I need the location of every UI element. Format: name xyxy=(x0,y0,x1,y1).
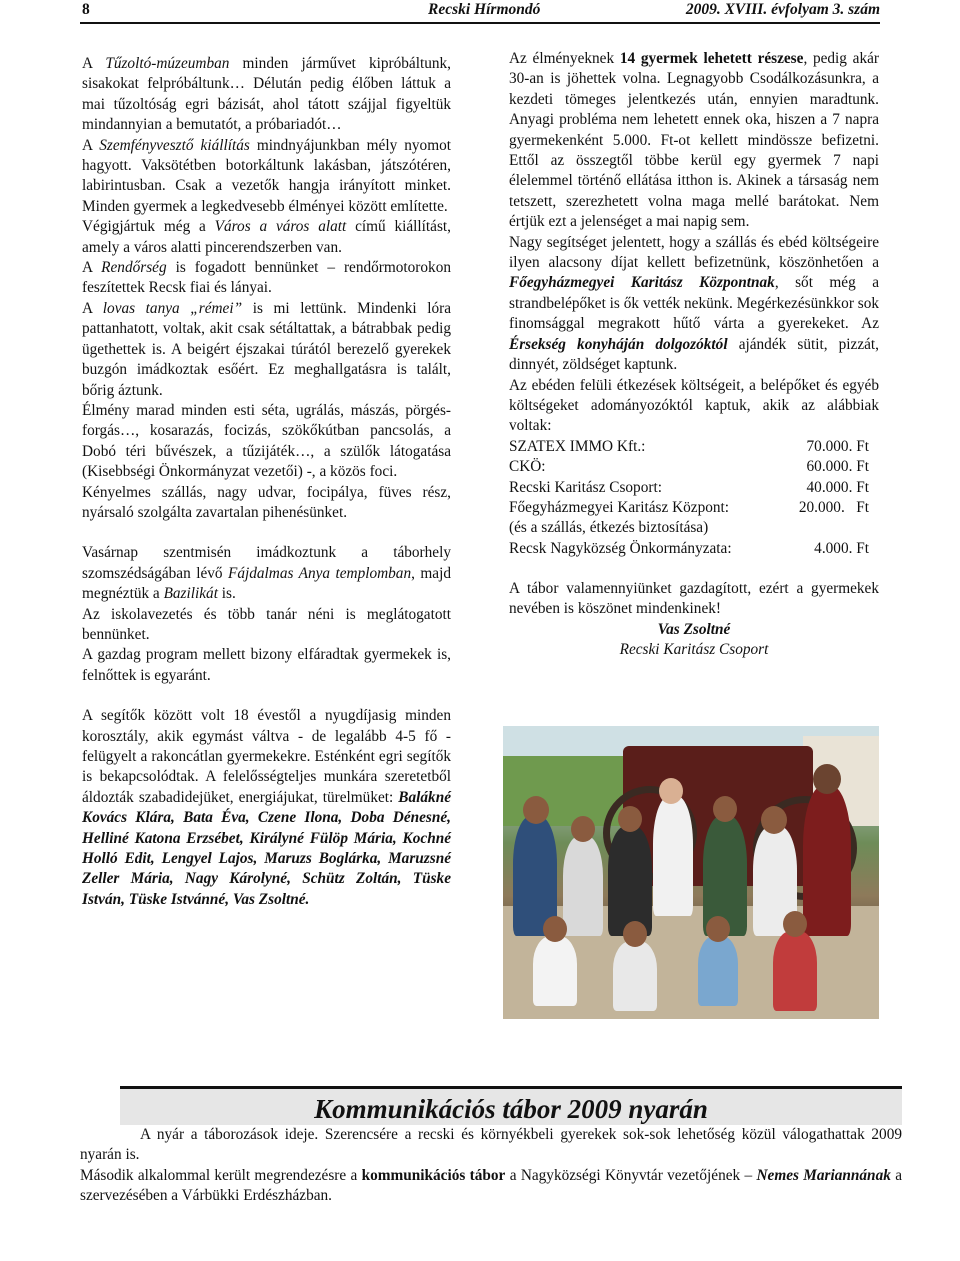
issue-info: 2009. XVIII. évfolyam 3. szám xyxy=(685,1,880,18)
page-number: 8 xyxy=(82,1,90,18)
helpers-paragraph: A segítők között volt 18 évestől a nyugdíjasig minden korosztály, akik egymást váltva - de legalább 4-5 fő - felügyelt a rakoncátlan gyermekekre. Esténként egri segítők is bekapcsolódtak. A felelősségteljes munkára szeretetből áldozták szabadidejüket, energiájukat, türelmüket: Balákné Kovács Klára, Bata Éva, Czene Ilona, Doba Dénesné, Helliné Katona Erzsébet, Királyné Fülöp Mária, Kochné Holló Edit, Lengyel Lajos, Maruzs Boglárka, Maruzsné Zeller Mária, Nagy Károlyné, Schütz Zoltán, Tüske István, Tüske Istvánné, Vas Zsoltné. xyxy=(82,707,451,908)
group-photo xyxy=(503,726,879,1019)
article-body xyxy=(80,1125,902,1207)
right-column xyxy=(509,49,879,661)
paragraph: A lovas tanya „rémei” is mi lettünk. Mindenki lóra pattanhatott, voltak, akit csak sétáltattak, a bátrabbak pedig ügethettek is. A beigért éjszakai túrától berezelő gyerekek buzgón imádkoztak esőért. Ez meghallgatásra is talált, bőrig áztunk. xyxy=(82,299,451,399)
signature-name: Vas Zsoltné xyxy=(657,620,731,638)
paragraph: A nyár a táborozások ideje. Szerencsére a recski és környékbeli gyerekek sok-sok lehetőség közül válogathattak 2009 nyarán is. xyxy=(80,1126,902,1164)
paragraph: Vasárnap szentmisén imádkoztunk a táborhely szomszédságában lévő Fájdalmas Anya templomban, majd megnéztük a Bazilikát is. xyxy=(82,544,451,603)
paragraph: Második alkalommal került megrendezésre a kommunikációs tábor a Nagyközségi Könyvtár vezetőjének – Nemes Mariannának a szervezésében a Várbükki Erdészházban. xyxy=(80,1166,902,1205)
paragraph: A Szemfényvesztő kiállítás mindnyájunkban mély nyomot hagyott. Vaksötétben botorkáltunk lakásban, játszótéren, labirintusban. Csak a vezetők hangja irányított minket. Minden gyermek a legkedvesebb élményei között említette. xyxy=(82,136,451,215)
paragraph: Végigjártuk még a Város a város alatt című kiállítást, amely a város alatti pincerendszerben van. xyxy=(82,218,451,256)
donor-table xyxy=(509,437,879,559)
table-row: CKÖ: 60.000. Ft xyxy=(509,458,869,476)
left-column xyxy=(82,54,451,910)
paragraph: Az iskolavezetés és több tanár néni is meglátogatott bennünket. xyxy=(82,605,451,643)
table-row: Főegyházmegyei Karitász Központ: 20.000. Ft xyxy=(509,498,869,516)
publication-name: Recski Hírmondó xyxy=(428,1,541,18)
table-row: Recski Karitász Csoport: 40.000. Ft xyxy=(509,478,869,496)
paragraph: Kényelmes szállás, nagy udvar, focipálya, füves rész, nyársaló szolgálta zavartalan pihenésünket. xyxy=(82,483,451,521)
paragraph: A Tűzoltó-múzeumban minden járművet kipróbáltunk, sisakokat felpróbáltunk… Délután pedig élőben láttuk a mai tűzoltóság egri bázisát, ahol tátott szájjal figyeltük mindannyian a bemutatót, a próbariadót… xyxy=(82,55,451,134)
paragraph: A Rendőrség is fogadott bennünket – rendőrmotorokon feszítettek Recsk fiai és lányai. xyxy=(82,259,451,297)
paragraph: Élmény marad minden esti séta, ugrálás, mászás, pörgés-forgás…, kosarazás, focizás, szökőkútban pancsolás, a Dobó téri bűvészek, a tűzijáték…, a szülők látogatása (Kisebbségi Önkormányzat vezetői) -, a közös foci. xyxy=(82,401,451,481)
signature-organization: Recski Karitász Csoport xyxy=(619,641,769,659)
paragraph: Az élményeknek 14 gyermek lehetett részese, pedig akár 30-an is jöhettek volna. Legnagyobb Csodálkozásunkra, a kezdeti tömeges jelentkezés után, ennyien maradtunk. Anyagi probléma nem lehetett ennek oka, hiszen a 7 napra gyermekenként 5.000. Ft-ot kellett mindössze befizetni. Ettől az összegtől többe kerül egy gyermek 7 napi élelemmel történő ellátása itthon is. Akinek a társaság nem tetszett, szerezhetett volna maga mellé barátokat. Nem értjük ezt a jelenséget a mai napig sem. xyxy=(509,50,879,231)
table-row: (és a szállás, étkezés biztosítása) xyxy=(509,519,709,537)
table-row: SZATEX IMMO Kft.: 70.000. Ft xyxy=(509,437,869,455)
paragraph: A tábor valamennyiünket gazdagított, ezért a gyermekek nevében is köszönet mindenkinek! xyxy=(509,580,879,618)
table-row: Recsk Nagyközség Önkormányzata: 4.000. Ft xyxy=(509,539,869,557)
article-title: Kommunikációs tábor 2009 nyarán xyxy=(120,1086,902,1125)
page-header xyxy=(80,0,880,24)
paragraph: A gazdag program mellett bizony elfáradtak gyermekek is, felnőttek is egyaránt. xyxy=(82,646,451,684)
paragraph: Nagy segítséget jelentett, hogy a szállás és ebéd költségeire ilyen alacsony díjat kellett befizetnünk, köszönhetően a Főegyházmegyei Karitász Központnak, sőt még a strandbelépőket is ők vették nekünk. Megérkezésünkkor sok finomsággal megrakott hűtő várta a gyerekeket. Az Érsekség konyháján dolgozóktól ajándék sütit, pizzát, dinnyét, zöldséget kaptunk. xyxy=(509,233,880,374)
paragraph: Az ebéden felüli étkezések költségeit, a belépőket és egyéb költségeket adományozóktól kaptuk, akik az alábbiak voltak: xyxy=(509,376,879,435)
